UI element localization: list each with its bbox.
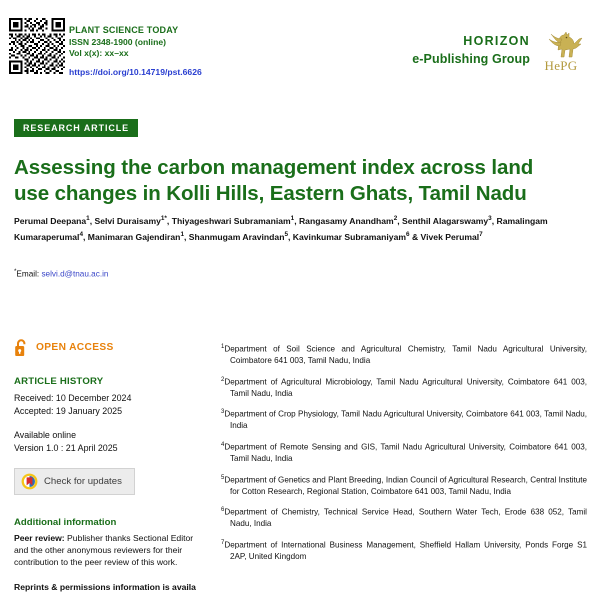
affiliation-marker: 4 [221,441,225,448]
journal-masthead-text [69,25,202,81]
additional-information-heading: Additional information [14,516,117,528]
author-affiliation-marker: 5 [284,230,289,238]
hepg-wordmark: HePG [544,58,578,73]
affiliation-marker: 6 [221,507,225,514]
journal-volume: Vol x(x): xx–xx [69,48,129,59]
check-for-updates-button[interactable] [14,468,135,495]
accepted-date: Accepted: 19 January 2025 [14,405,123,416]
peer-review-note [14,532,204,569]
email-link[interactable]: selvi.d@tnau.ac.in [41,269,109,279]
affiliation-item [221,539,587,563]
author-name: Vivek Perumal [420,231,480,242]
winged-lion-icon [538,26,584,60]
author-name: Shanmugam Aravindan [188,231,285,242]
publisher-branding [412,26,584,74]
affiliation-item [221,474,587,498]
affiliation-marker: 3 [221,409,225,416]
article-history-dates [14,392,204,418]
email-prefix: Email: [16,269,42,279]
peer-review-label: Peer review: [14,532,65,543]
available-online-label: Available online [14,429,77,440]
open-access-row [14,337,204,357]
affiliation-marker: 7 [221,539,225,546]
author-name: Rangasamy Anandham [298,215,394,226]
article-title: Assessing the carbon management index across land use changes in Kolli Hills, Eastern Ghats, Tamil Nadu [14,155,534,205]
peer-review-text: Publisher thanks Sectional Editor and the other anonymous reviewers for their contribution to the peer review of this work. [14,532,194,568]
affiliation-text: Department of Soil Science and Agricultural Chemistry, Tamil Nadu Agricultural University, Coimbatore 641 003, Tamil Nadu, India [224,344,587,366]
affiliation-item [221,441,587,465]
author-name: Kavinkumar Subramaniyam [292,231,406,242]
article-sidebar [14,337,204,593]
author-affiliation-marker: 1 [290,215,295,222]
reprints-note: Reprints & permissions information is availa [14,582,196,593]
affiliation-text: Department of Crop Physiology, Tamil Nadu Agricultural University, Coimbatore 641 003, Tamil Nadu, India [224,410,587,431]
affiliation-marker: 1 [221,344,225,350]
received-date: Received: 10 December 2024 [14,393,132,403]
affiliation-item [221,506,587,530]
author-name: Senthil Alagarswamy [402,215,489,226]
author-name: Perumal Deepana [14,215,87,226]
author-affiliation-marker: 6 [406,230,410,238]
email-asterisk: * [14,268,17,275]
crossmark-icon [21,473,38,490]
author-affiliation-marker: 1 [86,215,90,222]
open-access-label: OPEN ACCESS [36,341,114,353]
author-name: Manimaran Gajendiran [87,231,181,242]
author-name: Thiyageshwari Subramaniam [171,215,291,226]
hepg-logo [538,26,584,74]
check-for-updates-label: Check for updates [44,475,122,487]
author-list: Perumal Deepana$^1$, Selvi Duraisamy$^{1*}$, Thiyageshwari Subramaniam$^1$, Rangasamy Anandham$^2$, Senthil Alagarswamy$^3$, Ramalingam Kumaraperumal$^4$, Manimaran Gajendiran$^1$, Shanmugam Aravindan$^5$, Kavinkumar Subramaniyam$^6$ & Vivek Perumal$^7$ [14,215,548,242]
affiliation-marker: 5 [221,474,225,481]
author-name: Selvi Duraisamy [94,215,161,226]
author-affiliation-marker: 3 [488,215,492,222]
affiliation-item [221,408,587,432]
corresponding-email-line [14,268,108,279]
publisher-line-2: e-Publishing Group [412,52,530,66]
journal-doi-link[interactable]: https://doi.org/10.14719/pst.6626 [69,66,202,77]
article-type-badge: RESEARCH ARTICLE [14,119,138,137]
availability-info [14,429,204,455]
article-history-heading: ARTICLE HISTORY [14,376,104,387]
qr-code-icon [9,18,65,74]
affiliation-text: Department of Genetics and Plant Breeding, Indian Council of Agricultural Research, Central Institute for Cotton Research, Regional Station, Coimbatore 641 003, Tamil Nadu, India [224,475,587,496]
author-affiliation-marker: 1 [180,230,184,238]
author-affiliation-marker: 7 [479,230,483,238]
publisher-line-1: HORIZON [463,33,530,48]
journal-issn: ISSN 2348-1900 (online) [69,36,166,47]
masthead [0,0,600,92]
affiliation-item [221,376,587,400]
version-date: Version 1.0 : 21 April 2025 [14,442,118,453]
affiliation-text: Department of Agricultural Microbiology, Tamil Nadu Agricultural University, Coimbatore 641 003, Tamil Nadu, India [224,377,587,398]
author-name: Ramalingam Kumaraperumal [14,215,548,242]
affiliation-text: Department of International Business Management, Sheffield Hallam University, Ponds Forge S1 2AP, United Kingdom [224,540,587,562]
author-affiliation-marker: 4 [79,230,83,238]
affiliations-list [221,343,587,572]
publisher-name [412,32,530,68]
author-affiliation-marker: 2 [393,215,398,222]
open-lock-icon [14,338,29,357]
journal-title: PLANT SCIENCE TODAY [69,25,179,35]
affiliation-item [221,343,587,367]
affiliation-marker: 2 [221,376,225,383]
affiliation-text: Department of Chemistry, Technical Service Head, Southern Water Tech, Erode 638 052, Tamil Nadu, India [224,507,587,529]
author-affiliation-marker: 1* [160,215,167,222]
affiliation-text: Department of Remote Sensing and GIS, Tamil Nadu Agricultural University, Coimbatore 641 003, Tamil Nadu, India [224,442,587,464]
